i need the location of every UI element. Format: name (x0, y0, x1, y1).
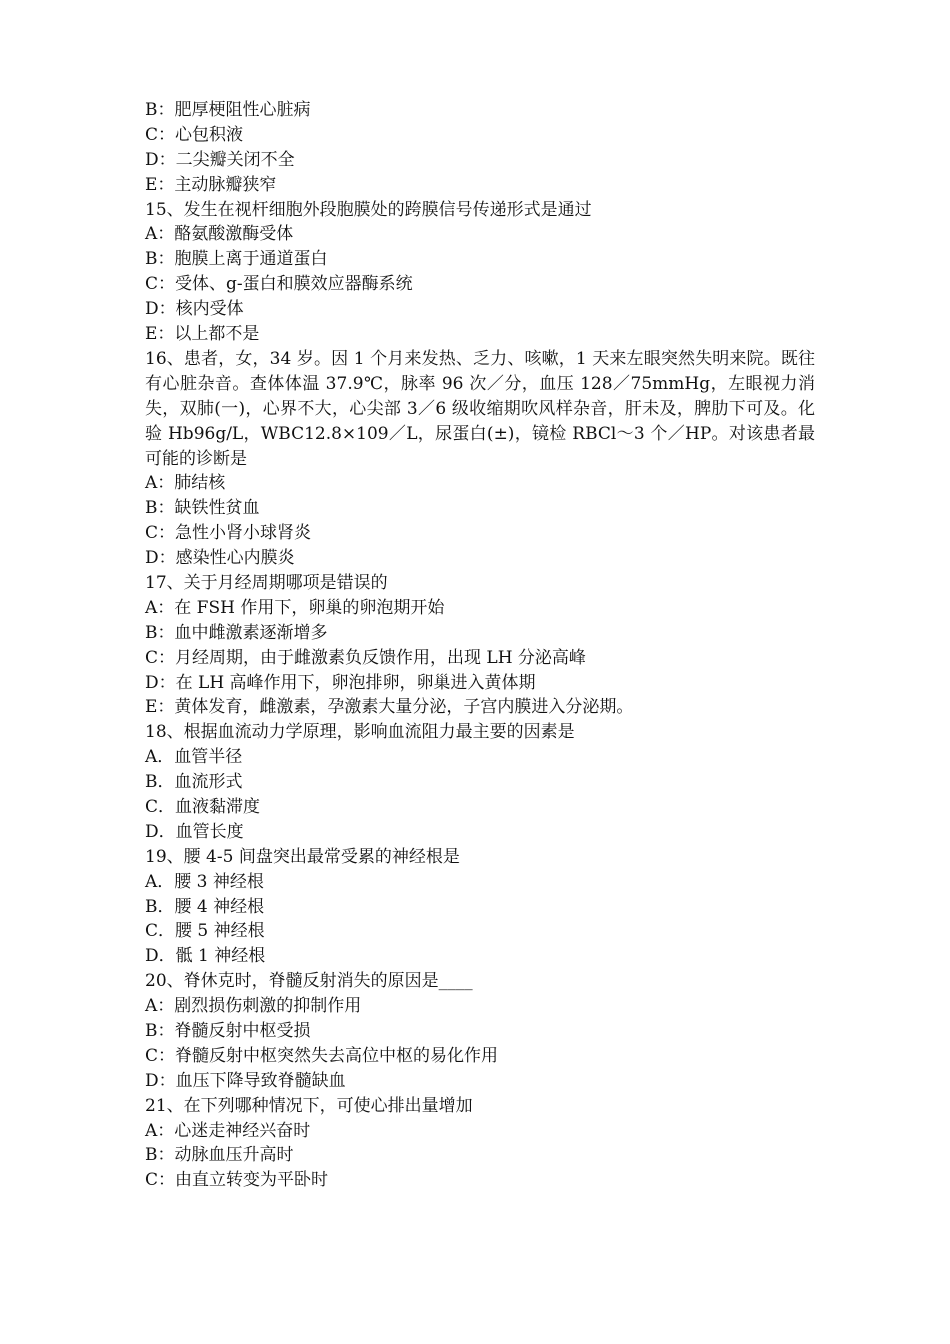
document-page (145, 98, 815, 1193)
answer-option: E：主动脉瓣狭窄 (145, 174, 277, 195)
answer-option: C：急性小肾小球肾炎 (145, 523, 312, 544)
question-stem: 17、关于月经周期哪项是错误的 (145, 573, 388, 593)
answer-option: D：在 LH 高峰作用下，卵泡排卵，卵巢进入黄体期 (145, 672, 536, 693)
answer-option: B：血中雌激素逐渐增多 (145, 622, 328, 643)
answer-option: A：剧烈损伤刺激的抑制作用 (145, 996, 362, 1017)
answer-option: A．血管半径 (145, 747, 243, 768)
answer-option: A．腰 3 神经根 (145, 871, 264, 892)
answer-option: C：脊髓反射中枢突然失去高位中枢的易化作用 (145, 1045, 499, 1066)
answer-option: A：酪氨酸激酶受体 (145, 224, 294, 245)
answer-option: B．腰 4 神经根 (145, 896, 265, 917)
question-stem: 18、根据血流动力学原理，影响血流阻力最主要的因素是 (145, 722, 575, 743)
question-stem: 20、脊休克时，脊髓反射消失的原因是____ (145, 971, 473, 992)
answer-option: D：感染性心内膜炎 (145, 548, 295, 569)
answer-option: D：二尖瓣关闭不全 (145, 149, 295, 170)
answer-option: B：缺铁性贫血 (145, 498, 260, 519)
answer-option: E：黄体发育，雌激素，孕激素大量分泌，子宫内膜进入分泌期。 (145, 697, 634, 718)
answer-option: B：动脉血压升高时 (145, 1145, 294, 1166)
question-stem: 15、发生在视杆细胞外段胞膜处的跨膜信号传递形式是通过 (145, 199, 592, 220)
answer-option: B：胞膜上离于通道蛋白 (145, 249, 328, 270)
answer-option: C：心包积液 (145, 124, 244, 145)
answer-option: A：肺结核 (145, 473, 226, 494)
answer-option: D．骶 1 神经根 (145, 946, 266, 967)
question-stem: 19、腰 4-5 间盘突出最常受累的神经根是 (145, 846, 460, 867)
question-stem: 21、在下列哪种情况下，可使心排出量增加 (145, 1095, 473, 1116)
answer-option: B．血流形式 (145, 772, 243, 793)
answer-option: D：血压下降导致脊髓缺血 (145, 1070, 346, 1091)
answer-option: C．腰 5 神经根 (145, 921, 265, 942)
answer-option: B：肥厚梗阻性心脏病 (145, 100, 311, 120)
answer-option: C．血液黏滞度 (145, 797, 261, 818)
answer-option: C：由直立转变为平卧时 (145, 1170, 329, 1191)
answer-option: B：脊髓反射中枢受损 (145, 1021, 311, 1042)
answer-option: C：月经周期，由于雌激素负反馈作用，出现 LH 分泌高峰 (145, 647, 586, 668)
answer-option: A：心迷走神经兴奋时 (145, 1120, 311, 1141)
answer-option: E：以上都不是 (145, 324, 260, 345)
answer-option: D．血管长度 (145, 821, 244, 842)
question-stem: 16、患者，女，34 岁。因 1 个月来发热、乏力、咳嗽，1 天来左眼突然失明来院。既往有心脏杂音。查体体温 37.9℃，脉率 96 次／分，血压 128／75mmHg，左眼视力消失，双肺(一)，心界不大，心尖部 3／6 级收缩期吹风样杂音，肝未及，脾肋下可及。化验 Hb96g/L，WBC12.8×109／L，尿蛋白(±)，镜检 RBCl～3 个／HP。对该患者最可能的诊断是 (145, 348, 815, 469)
answer-option: A：在 FSH 作用下，卵巢的卵泡期开始 (145, 597, 445, 618)
answer-option: D：核内受体 (145, 299, 244, 320)
answer-option: C：受体、g-蛋白和膜效应器酶系统 (145, 274, 413, 295)
